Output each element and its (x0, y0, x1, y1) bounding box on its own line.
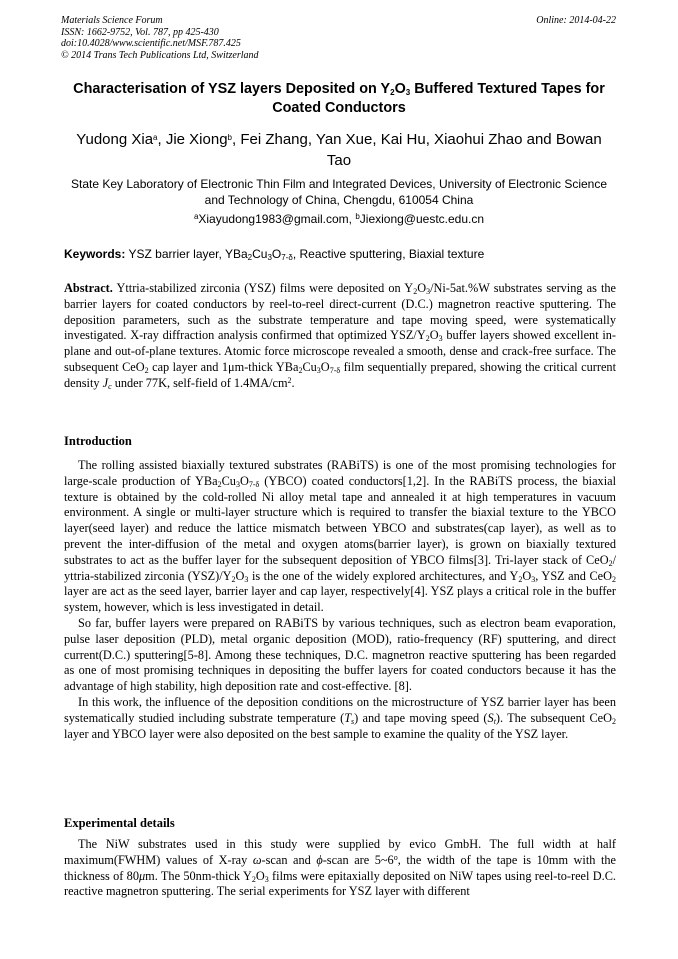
introduction-body (64, 458, 616, 742)
online-date: Online: 2014-04-22 (536, 15, 616, 26)
keywords-label: Keywords: (64, 247, 126, 261)
experimental-body (64, 837, 616, 900)
affiliation: State Key Laboratory of Electronic Thin Film and Integrated Devices, University of Electronic Science and Technology of China, Chengdu, 610054 China (70, 177, 608, 207)
introduction-heading: Introduction (64, 434, 132, 448)
keywords: Keywords: YSZ barrier layer, $YBa_2Cu_3O_{7-\delta}$, Reactive sputtering, Biaxial texture (64, 247, 485, 262)
journal-header (61, 15, 616, 61)
author-emails: $^a$Xiayudong1983@gmail.com, $^b$Jiexiong@uestc.edu.cn (193, 212, 485, 226)
doi-line: doi:10.4028/www.scientific.net/MSF.787.425 (61, 38, 241, 49)
paper-title: Characterisation of YSZ layers Deposited on $Y_2O_3$ Buffered Textured Tapes for Coated Conductors (73, 81, 605, 116)
experimental-paragraph-1: The NiW substrates used in this study were supplied by evico GmbH. The full width at half maximum(FWHM) values of X-ray ω-scan and ϕ-scan are 5~6$^o$, the width of the tape is 10mm with the thickness of 80μm. The 50nm-thick $Y_2O_3$ films were epitaxially deposited on NiW tapes using reel-to-reel D.C. reactive magnetron sputtering. The serial experiments for YSZ layer with different (64, 837, 616, 899)
issn-line: ISSN: 1662-9752, Vol. 787, pp 425-430 (61, 26, 219, 38)
abstract: Abstract. Yttria-stabilized zirconia (YSZ) films were deposited on $Y_2O_3/Ni-5at.\%W$ substrates serving as the barrier layers for coated conductors by reel-to-reel direct-current (D.C.) magnetron reactive sputtering. The deposition parameters, such as the substrate temperature and tape moving speed, were systematically investigated. X-ray diffraction analysis confirmed that optimized YSZ/$Y_2O_3$ buffer layers showed excellent in-plane and out-of-plane textures. Atomic force microscope revealed a smooth, dense and crack-free surface. The subsequent CeO$_2$ cap layer and 1μm-thick $YBa_2Cu_3O_{7-\delta}$ film sequentially prepared, showing the critical current density $J_c$ under 77K, self-field of $1.4MA/cm^2$. (64, 281, 617, 391)
intro-paragraph-1: The rolling assisted biaxially textured substrates (RABiTS) is one of the most promising technologies for large-scale production of $YBa_2Cu_3O_{7-\delta}$ (YBCO) coated conductors[1,2]. In the RABiTS process, the biaxial texture is obtained by the cold-rolled Ni alloy metal tape and annealed it at high temperatures in vacuum environment. A single or multi-layer structure which is required to transfer the biaxial texture to the YBCO layer(seed layer) and reduce the lattice mismatch between YBCO and substrates(cap layer), as well as to prevent the inter-diffusion of the metal and oxygen atoms(barrier layer), is grown on biaxially textured substrates to act as the buffer layer for the subsequent deposition of YBCO films[3]. Tri-layer stack of CeO$_2$/ yttria-stabilized zirconia $(YSZ)/Y_2O_3$ is the one of the widely explored architectures, and $Y_2O_3$, YSZ and CeO$_2$ layer are act as the seed layer, barrier layer and cap layer, respectively[4]. YSZ plays a critical role in the buffer system, however, which is less investigated in detail. (64, 458, 616, 615)
intro-paragraph-3: In this work, the influence of the deposition conditions on the microstructure of YSZ barrier layer has been systematically studied including substrate temperature $(T_s)$ and tape moving speed $(S_t)$. The subsequent CeO$_2$ layer and YBCO layer were also deposited on the best sample to examine the quality of the YSZ layer. (64, 694, 616, 741)
abstract-label: Abstract. (64, 281, 113, 295)
copyright-line: © 2014 Trans Tech Publications Ltd, Switzerland (61, 49, 259, 61)
intro-paragraph-2: So far, buffer layers were prepared on RABiTS by various techniques, such as electron beam evaporation, pulse laser deposition (PLD), metal organic deposition (MOD), ratio-frequency (RF) sputtering, and direct current(D.C.) sputtering[5-8]. Among these techniques, D.C. magnetron reactive sputtering has been regarded as one of most promising techniques in depositing the buffer layers for coated conductors because it has the advantage of high stability, high deposition rate and cost-effective. [8]. (64, 615, 616, 694)
experimental-heading: Experimental details (64, 816, 175, 830)
journal-name: Materials Science Forum (61, 15, 163, 26)
author-list: Yudong Xia$^a$, Jie Xiong$^b$, Fei Zhang, Yan Xue, Kai Hu, Xiaohui Zhao and Bowan Tao (76, 131, 602, 169)
